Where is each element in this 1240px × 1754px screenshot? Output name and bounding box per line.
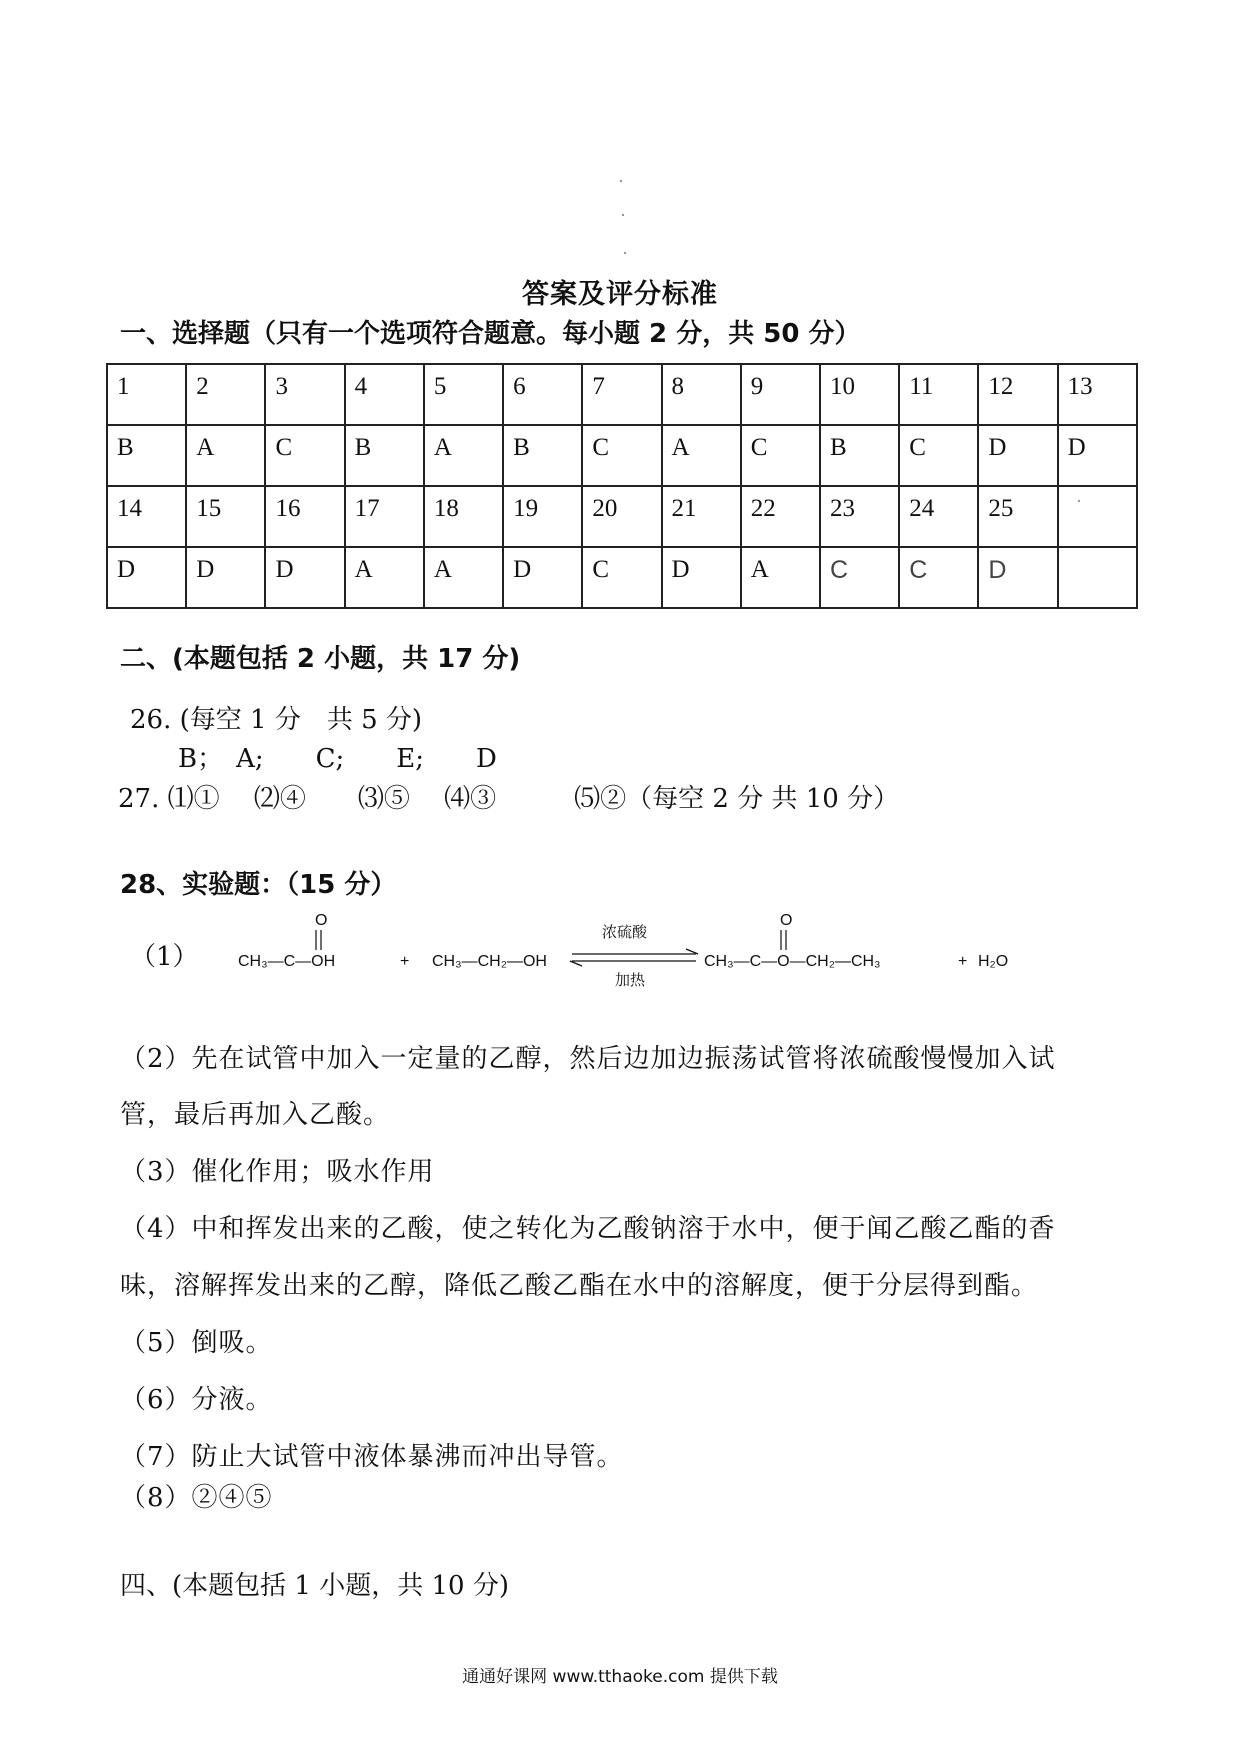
answer-cell: B [345,425,424,486]
answer-cell: D [503,547,582,608]
section1-heading: 一、选择题（只有一个选项符合题意。每小题 2 分，共 50 分） [120,319,861,349]
question-number-cell: 21 [662,486,741,547]
q26-label: 26. (每空 1 分 共 5 分) [130,705,423,735]
water: H₂O [978,953,1009,970]
scan-dot [622,214,624,216]
answer-cell: A [741,547,820,608]
answer-cell: D [265,547,344,608]
question-number-cell: 19 [503,486,582,547]
q28-3: （3）催化作用；吸水作用 [120,1157,435,1187]
answer-cell: C [899,425,978,486]
ethyl-acetate: CH₃—C—O—CH₂—CH₃ [704,953,881,970]
answer-cell: A [424,425,503,486]
heat-condition: 加热 [615,972,646,989]
answer-cell: B [503,425,582,486]
answer-cell: D [107,547,186,608]
question-number-cell [1058,486,1137,547]
answer-cell: A [424,547,503,608]
acetic-acid: CH₃—C—OH [238,953,336,970]
question-number-cell: 11 [899,364,978,425]
plus-sign: + [958,953,968,970]
q28-4-line1: （4）中和挥发出来的乙酸，使之转化为乙酸钠溶于水中，便于闻乙酸乙酯的香 [120,1214,1056,1244]
question-number-cell: 20 [582,486,661,547]
question-number-cell: 7 [582,364,661,425]
answer-cell: D [978,547,1057,608]
question-number-cell: 17 [345,486,424,547]
table-row [107,425,1137,486]
table-row [107,486,1137,547]
question-number-cell: 10 [820,364,899,425]
question-number-cell: 12 [978,364,1057,425]
question-number-cell: 18 [424,486,503,547]
answer-cell: D [662,547,741,608]
question-number-cell: 9 [741,364,820,425]
section3-heading: 28、实验题：（15 分） [120,870,397,900]
q28-6: （6）分液。 [120,1385,273,1415]
section2-heading: 二、(本题包括 2 小题，共 17 分) [120,644,521,674]
question-number-cell: 15 [186,486,265,547]
q28-1-label: （1） [130,942,199,972]
answer-cell [1058,547,1137,608]
answer-cell: C [582,547,661,608]
answer-cell: A [345,547,424,608]
document-title: 答案及评分标准 [522,279,718,310]
ester-oxygen: O [780,912,793,929]
q28-5: （5）倒吸。 [120,1328,273,1358]
question-number-cell: 4 [345,364,424,425]
answer-cell: B [820,425,899,486]
question-number-cell: 13 [1058,364,1137,425]
catalyst-condition: 浓硫酸 [602,924,648,941]
reverse-arrow-head [570,961,582,966]
question-number-cell: 23 [820,486,899,547]
q28-4-line2: 味，溶解挥发出来的乙醇，降低乙酸乙酯在水中的溶解度，便于分层得到酯。 [120,1271,1039,1301]
answer-cell: C [265,425,344,486]
question-number-cell: 14 [107,486,186,547]
answer-cell: C [899,547,978,608]
answer-cell: D [186,547,265,608]
question-number-cell: 22 [741,486,820,547]
question-number-cell: 5 [424,364,503,425]
esterification-equation [230,905,1030,995]
section4-heading: 四、(本题包括 1 小题，共 10 分) [120,1571,509,1601]
q26-answers: B； A; C; E; D [178,744,497,774]
answer-table [106,363,1138,609]
q27-answers: 27. ⑴① ⑵④ ⑶⑤ ⑷③ ⑸②（每空 2 分 共 10 分） [118,784,900,814]
question-number-cell: 2 [186,364,265,425]
answer-cell: A [662,425,741,486]
answer-cell: C [820,547,899,608]
footer-source: 通通好课网 www.tthaoke.com 提供下载 [462,1667,778,1687]
ethanol: CH₃—CH₂—OH [432,953,547,970]
scan-dot [620,180,622,182]
answer-cell: D [1058,425,1137,486]
q28-2-line1: （2）先在试管中加入一定量的乙醇，然后边加边振荡试管将浓硫酸慢慢加入试 [120,1044,1056,1074]
answer-cell: C [741,425,820,486]
q28-8: （8）②④⑤ [120,1483,273,1513]
forward-arrow-head [686,949,698,954]
plus-sign: + [400,953,410,970]
scan-dot [624,252,626,254]
table-row [107,364,1137,425]
acid-oxygen: O [315,912,328,929]
answer-cell: C [582,425,661,486]
table-row [107,547,1137,608]
answer-cell: D [978,425,1057,486]
question-number-cell: 8 [662,364,741,425]
q28-7: （7）防止大试管中液体暴沸而冲出导管。 [120,1442,624,1472]
question-number-cell: 6 [503,364,582,425]
question-number-cell: 1 [107,364,186,425]
question-number-cell: 25 [978,486,1057,547]
answer-cell: B [107,425,186,486]
question-number-cell: 24 [899,486,978,547]
question-number-cell: 16 [265,486,344,547]
answer-cell: A [186,425,265,486]
question-number-cell: 3 [265,364,344,425]
q28-2-line2: 管，最后再加入乙酸。 [120,1100,391,1130]
